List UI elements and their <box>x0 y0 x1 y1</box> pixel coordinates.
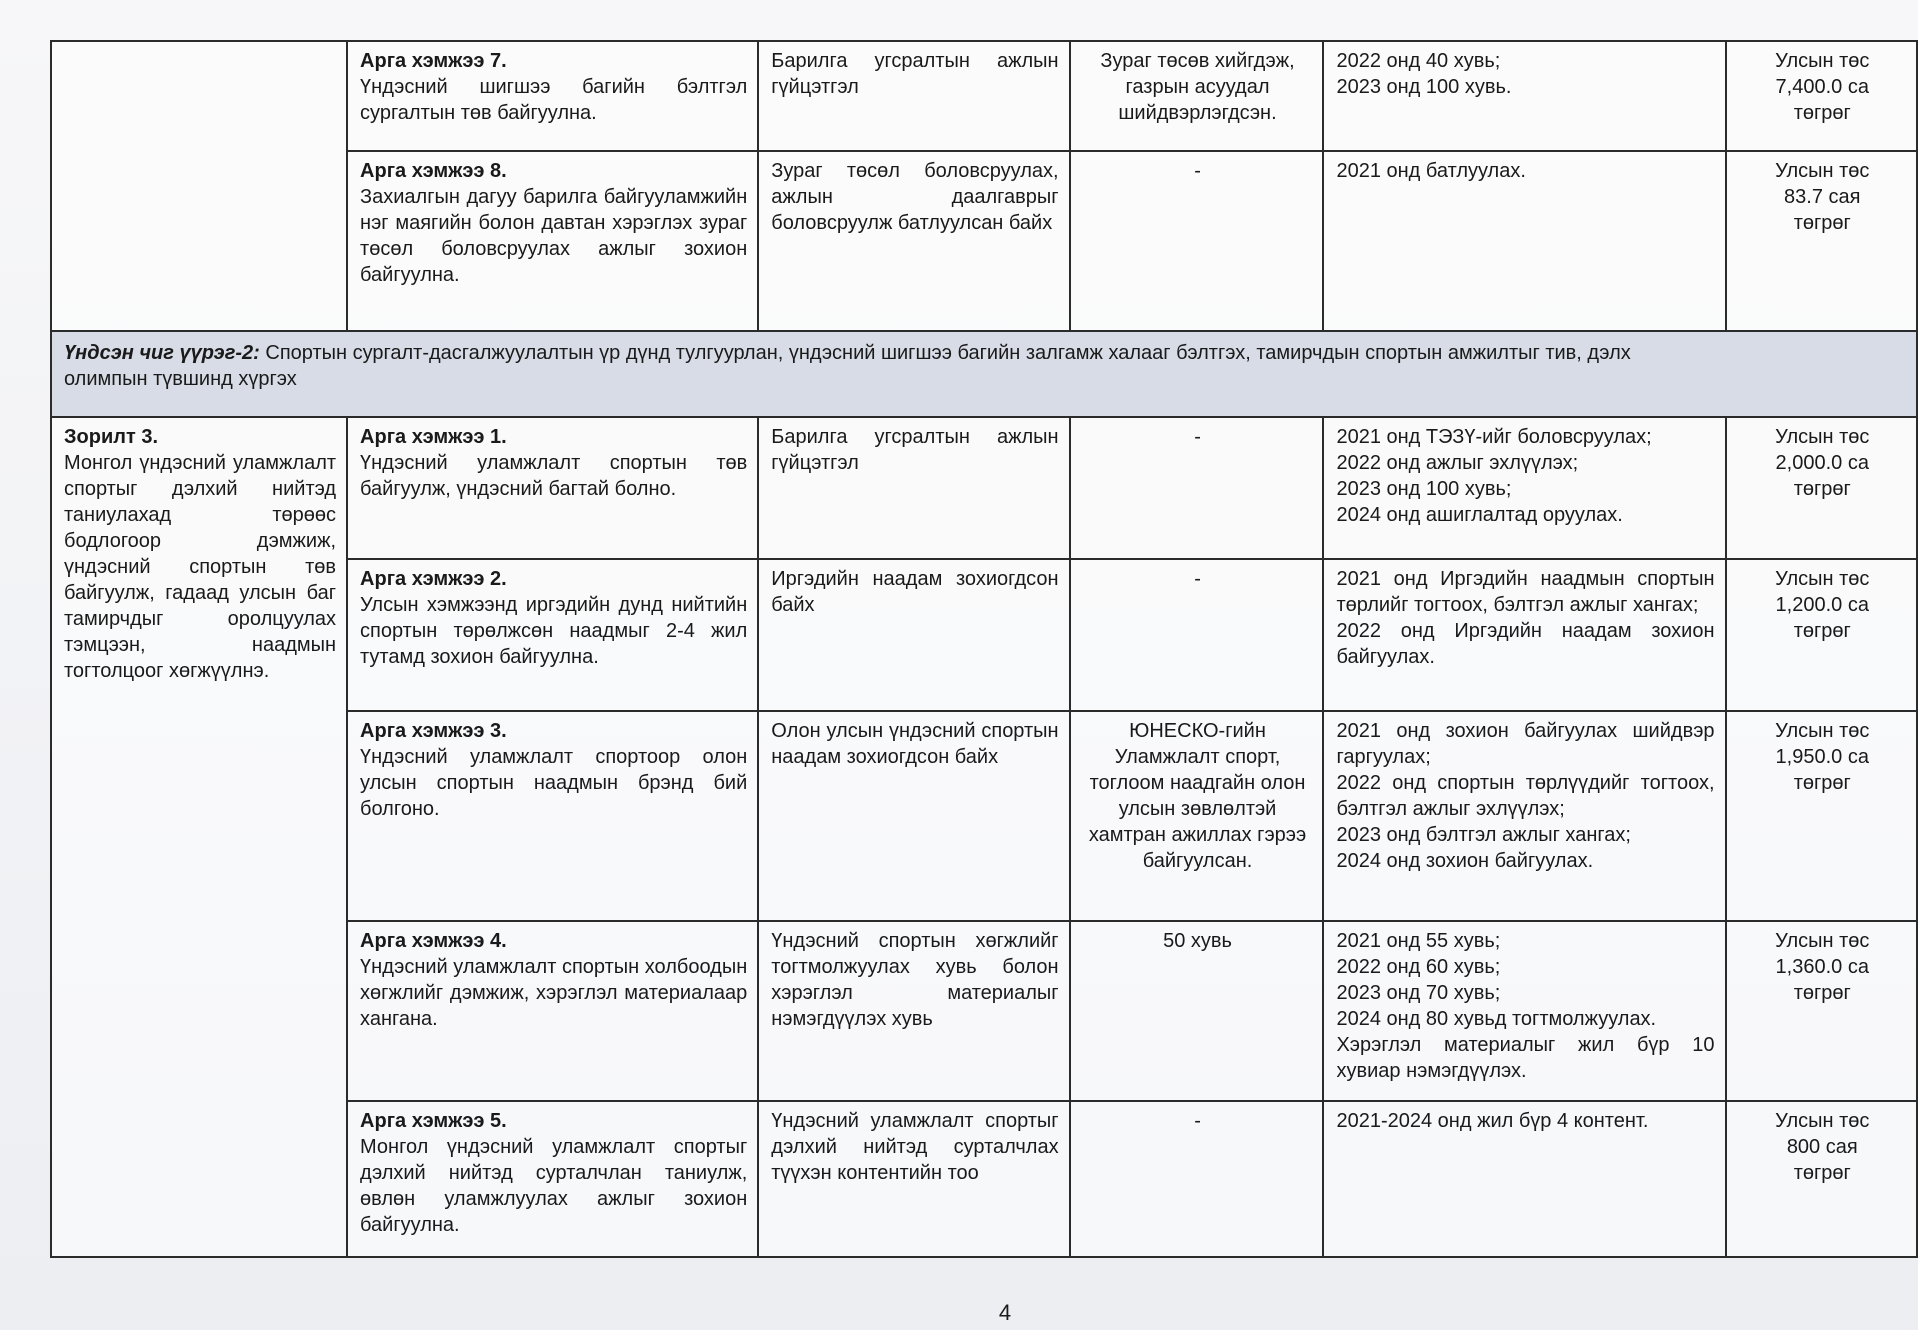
targets-cell <box>1323 151 1725 331</box>
baseline-cell: 50 хувь <box>1070 921 1324 1101</box>
measure-cell <box>347 417 758 559</box>
target-item: 2022 онд 60 хувь; <box>1336 956 1501 978</box>
measure-cell <box>347 151 758 331</box>
measure-title: Арга хэмжээ 1. <box>360 426 507 448</box>
budget-currency: төгрөг <box>1793 620 1851 642</box>
direction-row <box>51 331 1917 417</box>
target-item: 2021 онд батлуулах. <box>1336 160 1526 182</box>
indicator-cell: Олон улсын үндэсний спортын наадам зохиогдсон байх <box>758 711 1069 921</box>
baseline-cell: - <box>1070 417 1324 559</box>
budget-currency: төгрөг <box>1793 102 1851 124</box>
target-item: 2023 онд 100 хувь. <box>1336 76 1512 98</box>
target-item: 2021 онд 55 хувь; <box>1336 930 1501 952</box>
budget-source: Улсын төс <box>1775 568 1870 590</box>
budget-source: Улсын төс <box>1775 50 1870 72</box>
measure-text: Үндэсний уламжлалт спортоор олон улсын спортын наадмын брэнд бий болгоно. <box>360 746 748 820</box>
measure-title: Арга хэмжээ 3. <box>360 720 507 742</box>
direction-cell <box>51 331 1917 417</box>
measure-title: Арга хэмжээ 8. <box>360 160 507 182</box>
budget-amount: 83.7 сая <box>1784 186 1861 208</box>
budget-amount: 800 сая <box>1786 1136 1858 1158</box>
budget-cell <box>1726 41 1917 151</box>
target-item: 2022 онд спортын төрлүүдийг тогтоох, бэлтгэл ажлыг эхлүүлэх; <box>1336 772 1715 820</box>
target-item: 2021 онд ТЭЗҮ-ийг боловсруулах; <box>1336 426 1652 448</box>
targets-cell <box>1323 711 1725 921</box>
budget-cell <box>1726 559 1917 711</box>
measure-cell <box>347 41 758 151</box>
budget-cell <box>1726 417 1917 559</box>
measure-cell <box>347 1101 758 1257</box>
measure-title: Арга хэмжээ 4. <box>360 930 507 952</box>
budget-currency: төгрөг <box>1793 1162 1851 1184</box>
target-item: 2021 онд зохион байгуулах шийдвэр гаргуулах; <box>1336 720 1715 768</box>
budget-cell <box>1726 921 1917 1101</box>
budget-source: Улсын төс <box>1775 930 1870 952</box>
target-item: 2022 онд ажлыг эхлүүлэх; <box>1336 452 1579 474</box>
measure-cell <box>347 559 758 711</box>
baseline-cell: - <box>1070 151 1324 331</box>
indicator-cell: Үндэсний уламжлалт спортыг дэлхий нийтэд сурталчлах түүхэн контентийн тоо <box>758 1101 1069 1257</box>
empty-objective-cell <box>51 41 347 331</box>
targets-cell <box>1323 559 1725 711</box>
baseline-cell: - <box>1070 559 1324 711</box>
budget-amount: 1,200.0 са <box>1775 594 1869 616</box>
target-item: 2024 онд ашиглалтад оруулах. <box>1336 504 1623 526</box>
baseline-cell: ЮНЕСКО-гийн Уламжлалт спорт, тоглоом наадгайн олон улсын зөвлөлтэй хамтран ажиллах гэрээ байгуулсан. <box>1070 711 1324 921</box>
objective-title: Зорилт 3. <box>64 426 158 448</box>
budget-cell <box>1726 151 1917 331</box>
measure-text: Үндэсний шигшээ багийн бэлтгэл сургалтын төв байгуулна. <box>360 76 748 124</box>
target-item: 2022 онд Иргэдийн наадам зохион байгуулах. <box>1336 620 1715 668</box>
measure-text: Захиалгын дагуу барилга байгууламжийн нэг маягийн болон давтан хэрэглэх зураг төсөл боловсруулах ажлыг зохион байгуулна. <box>360 186 748 286</box>
budget-amount: 1,360.0 са <box>1775 956 1869 978</box>
budget-amount: 2,000.0 са <box>1775 452 1869 474</box>
baseline-cell: - <box>1070 1101 1324 1257</box>
measure-title: Арга хэмжээ 5. <box>360 1110 507 1132</box>
budget-currency: төгрөг <box>1793 772 1851 794</box>
target-item: 2024 онд зохион байгуулах. <box>1336 850 1594 872</box>
budget-source: Улсын төс <box>1775 720 1870 742</box>
indicator-cell: Иргэдийн наадам зохиогдсон байх <box>758 559 1069 711</box>
budget-currency: төгрөг <box>1793 982 1851 1004</box>
baseline-cell: Зураг төсөв хийгдэж, газрын асуудал шийдвэрлэгдсэн. <box>1070 41 1324 151</box>
indicator-cell: Барилга угсралтын ажлын гүйцэтгэл <box>758 417 1069 559</box>
indicator-cell: Зураг төсөл боловсруулах, ажлын даалгаврыг боловсруулж батлуулсан байх <box>758 151 1069 331</box>
target-item: 2023 онд 70 хувь; <box>1336 982 1501 1004</box>
budget-currency: төгрөг <box>1793 478 1851 500</box>
targets-cell <box>1323 417 1725 559</box>
budget-source: Улсын төс <box>1775 1110 1870 1132</box>
budget-amount: 7,400.0 са <box>1775 76 1869 98</box>
target-item: 2021-2024 онд жил бүр 4 контент. <box>1336 1110 1649 1132</box>
direction-text: Спортын сургалт-дасгалжуулалтын үр дүнд тулгуурлан, үндэсний шигшээ багийн залгамж халааг бэлтгэх, тамирчдын спортын амжилтыг тив, дэлх <box>265 342 1631 364</box>
measure-title: Арга хэмжээ 7. <box>360 50 507 72</box>
targets-cell <box>1323 41 1725 151</box>
objective-text: Монгол үндэсний уламжлалт спортыг дэлхий нийтэд таниулахад төрөөс бодлогоор дэмжиж, үндэсний спортын төв байгуулж, гадаад улсын баг тамирчдыг оролцуулах тэмцээн, наадмын тогтолцоог хөгжүүлнэ. <box>64 452 337 682</box>
target-item: 2022 онд 40 хувь; <box>1336 50 1501 72</box>
target-item: 2021 онд Иргэдийн наадмын спортын төрлийг тогтоох, бэлтгэл ажлыг хангах; <box>1336 568 1715 616</box>
target-item: 2024 онд 80 хувьд тогтмолжуулах. <box>1336 1008 1657 1030</box>
table-row <box>51 417 1917 559</box>
measure-cell <box>347 711 758 921</box>
measure-text: Улсын хэмжээнд иргэдийн дунд нийтийн спортын төрөлжсөн наадмыг 2-4 жил тутамд зохион байгуулна. <box>360 594 748 668</box>
budget-source: Улсын төс <box>1775 160 1870 182</box>
target-item: 2023 онд бэлтгэл ажлыг хангах; <box>1336 824 1631 846</box>
budget-currency: төгрөг <box>1793 212 1851 234</box>
measure-text: Монгол үндэсний уламжлалт спортыг дэлхий нийтэд сурталчлан таниулж, өвлөн уламжлуулах ажлыг зохион байгуулна. <box>360 1136 748 1236</box>
budget-cell <box>1726 711 1917 921</box>
measure-title: Арга хэмжээ 2. <box>360 568 507 590</box>
indicator-cell: Барилга угсралтын ажлын гүйцэтгэл <box>758 41 1069 151</box>
targets-cell <box>1323 921 1725 1101</box>
targets-cell <box>1323 1101 1725 1257</box>
page-number: 4 <box>998 1300 1012 1325</box>
table-row <box>51 41 1917 151</box>
indicator-cell: Үндэсний спортын хөгжлийг тогтмолжуулах хувь болон хэрэглэл материалыг нэмэгдүүлэх хувь <box>758 921 1069 1101</box>
direction-text-continued: олимпын түвшинд хүргэх <box>64 368 297 390</box>
budget-amount: 1,950.0 са <box>1775 746 1869 768</box>
direction-label: Үндсэн чиг үүрэг-2: <box>64 342 260 364</box>
objective-cell <box>51 417 347 1257</box>
measure-text: Үндэсний уламжлалт спортын холбоодын хөгжлийг дэмжиж, хэрэглэл материалаар хангана. <box>360 956 748 1030</box>
budget-cell <box>1726 1101 1917 1257</box>
target-item: Хэрэглэл материалыг жил бүр 10 хувиар нэмэгдүүлэх. <box>1336 1034 1715 1082</box>
action-plan-table <box>50 40 1918 1258</box>
target-item: 2023 онд 100 хувь; <box>1336 478 1512 500</box>
measure-text: Үндэсний уламжлалт спортын төв байгуулж, үндэсний багтай болно. <box>360 452 748 500</box>
budget-source: Улсын төс <box>1775 426 1870 448</box>
measure-cell <box>347 921 758 1101</box>
